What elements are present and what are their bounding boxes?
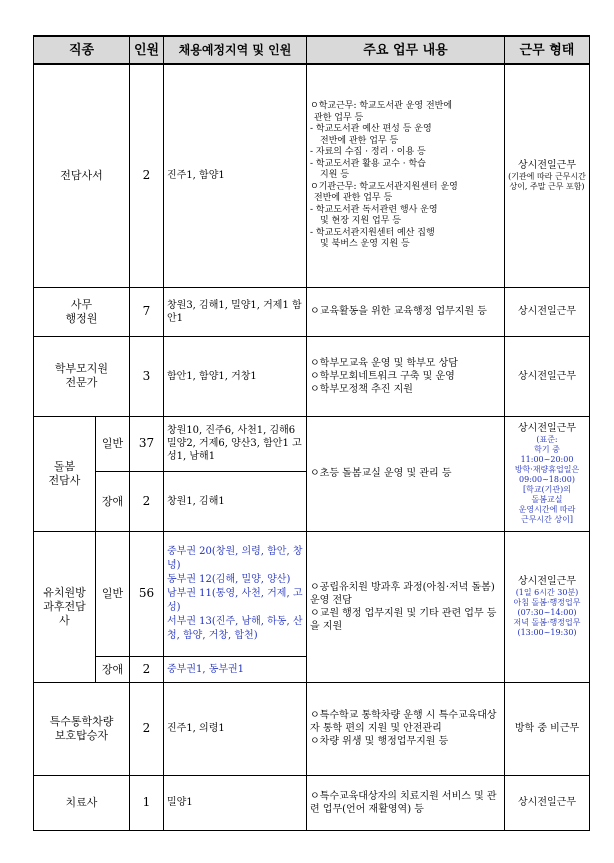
duties-admin: ㅇ교육활동을 위한 교육행정 업무지원 등 [307,287,505,336]
region-librarian: 진주1, 함양1 [164,64,307,287]
region-kinder-general: 중부권 20(창원, 의령, 함안, 창녕) 동부권 12(김해, 밀양, 양산) 남부권 11(통영, 사천, 거제, 고성) 서부권 13(진주, 남해, 하동, 산청, 함양, 거창, 합천) [164,531,307,656]
header-region: 채용예정지역 및 인원 [164,36,307,64]
job-librarian: 전담사서 [34,64,130,287]
count-bus: 2 [130,682,164,775]
worktype-parent: 상시전일근무 [505,336,590,416]
care-disabled-label: 장애 [96,471,130,531]
job-admin: 사무 행정원 [34,287,130,336]
row-therapist [34,775,590,830]
job-posting-table [33,35,590,831]
count-therapist: 1 [130,775,164,830]
row-parent [34,336,590,416]
header-count: 인원 [130,36,164,64]
count-kinder-disabled: 2 [130,656,164,682]
count-librarian: 2 [130,64,164,287]
header-duties: 주요 업무 내용 [307,36,505,64]
region-parent: 함안1, 함양1, 거창1 [164,336,307,416]
job-kinder: 유치원방 과후전담 사 [34,531,96,682]
duties-kinder: ㅇ공립유치원 방과후 과정(아침·저녁 돌봄) 운영 전담 ㅇ교원 행정 업무지원 및 기타 관련 업무 등을 지원 [307,531,505,682]
duties-librarian: ㅇ학교근무: 학교도서관 운영 전반에 관한 업무 등 - 학교도서관 예산 편성 등 운영 전반에 관한 업무 등 - 자료의 수집 · 정리 · 이용 등 - 학교도서관 활용 교수 · 학습 지원 등 ㅇ기관근무: 학교도서관지원센터 운영 전반에 관한 업무 등 - 학교도서관 독서관련 행사 운영 및 현장 지원 업무 등 - 학교도서관지원센터 예산 집행 및 북버스 운영 지원 등 [307,64,505,287]
job-care: 돌봄 전담사 [34,416,96,531]
job-parent: 학부모지원 전문가 [34,336,130,416]
worktype-librarian: 상시전일근무 (기관에 따라 근무시간 상이, 주말 근무 포함) [505,64,590,287]
worktype-therapist: 상시전일근무 [505,775,590,830]
region-bus: 진주1, 의령1 [164,682,307,775]
kinder-disabled-label: 장애 [96,656,130,682]
worktype-bus: 방학 중 비근무 [505,682,590,775]
worktype-admin: 상시전일근무 [505,287,590,336]
region-care-disabled: 창원1, 김해1 [164,471,307,531]
header-job: 직종 [34,36,130,64]
count-care-disabled: 2 [130,471,164,531]
header-row [34,36,590,64]
region-care-general: 창원10, 진주6, 사천1, 김해6 밀양2, 거제6, 양산3, 함안1 고성1, 남해1 [164,416,307,471]
region-therapist: 밀양1 [164,775,307,830]
count-kinder-general: 56 [130,531,164,656]
kinder-general-label: 일반 [96,531,130,656]
worktype-kinder: 상시전일근무 (1일 6시간 30분) 아침 돌봄·행정업무 (07:30~14:00) 저녁 돌봄·행정업무 (13:00~19:30) [505,531,590,682]
duties-care: ㅇ초등 돌봄교실 운영 및 관리 등 [307,416,505,531]
count-parent: 3 [130,336,164,416]
row-care-general [34,416,590,471]
row-admin [34,287,590,336]
duties-bus: ㅇ특수학교 통학차량 운행 시 특수교육대상자 통학 편의 지원 및 안전관리 ㅇ차량 위생 및 행정업무지원 등 [307,682,505,775]
count-care-general: 37 [130,416,164,471]
region-kinder-disabled: 중부권1, 동부권1 [164,656,307,682]
header-work-type: 근무 형태 [505,36,590,64]
job-therapist: 치료사 [34,775,130,830]
duties-therapist: ㅇ특수교육대상자의 치료지원 서비스 및 관련 업무(언어 재활영역) 등 [307,775,505,830]
row-kinder-general [34,531,590,656]
count-admin: 7 [130,287,164,336]
row-bus [34,682,590,775]
care-general-label: 일반 [96,416,130,471]
job-bus: 특수통학차량 보호탑승자 [34,682,130,775]
region-admin: 창원3, 김해1, 밀양1, 거제1 함안1 [164,287,307,336]
duties-parent: ㅇ학부모교육 운영 및 학부모 상담 ㅇ학부모회네트워크 구축 및 운영 ㅇ학부모정책 추진 지원 [307,336,505,416]
row-librarian [34,64,590,287]
worktype-care: 상시전일근무 (표준: 학기 중 11:00~20:00 방학·재량휴업일은 09:00~18:00) [학교(기관)의 돌봄교실 운영시간에 따라 근무시간 상이] [505,416,590,531]
